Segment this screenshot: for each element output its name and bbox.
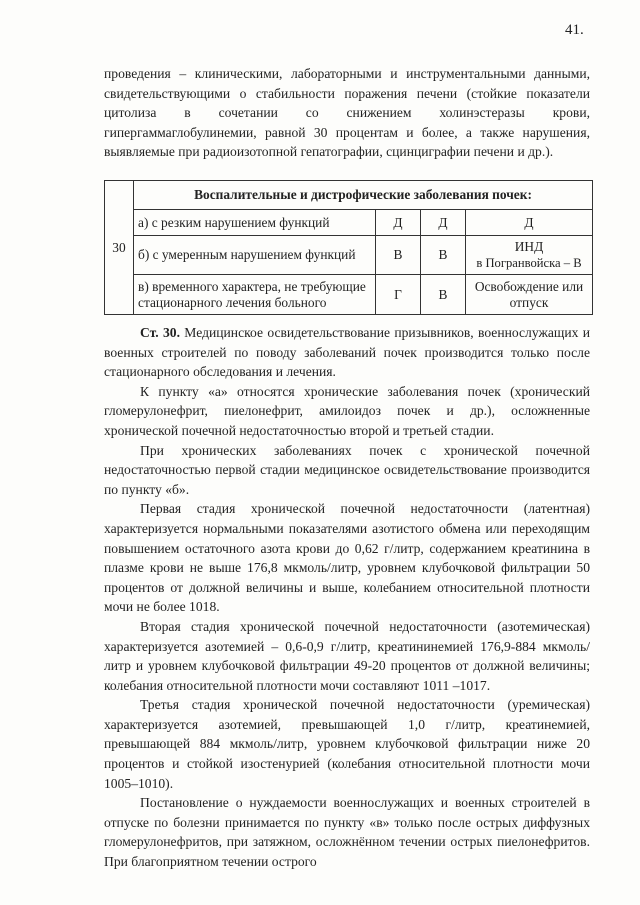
paragraph: Постановление о нуждаемости военнослужащих и военных строителей в отпуске по болезни принимается по пункту «в» только после острых диффузных гломерулонефритов, при затяжном, осложнённом течении острых пиелонефритов. При благоприятном течении острого <box>104 795 590 870</box>
category-cell <box>466 210 593 236</box>
intro-text <box>104 64 590 162</box>
table-row <box>105 275 593 315</box>
paragraph: К пункту «а» относятся хронические заболевания почек (хронический гломерулонефрит, пиелонефрит, амилоидоз почек и др.), осложненные хронической почечной недостаточностью второй и третьей стадии. <box>104 383 590 438</box>
table-row <box>105 236 593 275</box>
category-cell: Г <box>376 275 421 315</box>
article-text <box>104 323 590 872</box>
table-header-row <box>105 181 593 210</box>
category-cell: В <box>421 236 466 275</box>
page-number: 41. <box>565 22 584 38</box>
paragraph: Вторая стадия хронической почечной недостаточности (азотемическая) характеризуется азотемией – 0,6-0,9 г/литр, креатининемией 176,9-884 мкмоль/литр и уровнем клубочковой фильтрации 49-20 процентов от должной величины; колебания относительной плотности мочи составляют 1011 –1017. <box>104 618 590 693</box>
category-note: в Погранвойска – В <box>476 256 582 270</box>
category-note: отпуск <box>509 294 549 310</box>
category-cell: Д <box>421 210 466 236</box>
paragraph-text: Медицинское освидетельствование призывников, военнослужащих и военных строителей по поводу заболеваний почек производится только после стационарного обследования и лечения. <box>104 325 590 380</box>
table-header: Воспалительные и дистрофические заболевания почек: <box>134 181 593 210</box>
row-label: а) с резким нарушением функций <box>134 210 376 236</box>
row-label: б) с умеренным нарушением функций <box>134 236 376 275</box>
category-cell: В <box>376 236 421 275</box>
category-text: Д <box>524 214 534 230</box>
paragraph: Первая стадия хронической почечной недостаточности (латентная) характеризуется нормальными показателями азотистого обмена или переходящим повышением остаточного азота крови до 0,62 г/литр, содержанием креатинина в плазме крови не выше 176,8 мкмоль/литр, уровнем клубочковой фильтрации 50 процентов от должной величины и выше, колебанием относительной плотности мочи не более 1018. <box>104 501 590 615</box>
disease-table <box>104 180 593 315</box>
article-number: 30 <box>105 181 134 315</box>
category-text: Освобождение или <box>474 278 584 294</box>
intro-paragraph: проведения – клиническими, лабораторными и инструментальными данными, свидетельствующими о стабильности поражения печени (стойкие показатели цитолиза в сочетании со снижением холинэстеразы крови, гипергаммаглобулинемии, равной 30 процентам и более, а также нарушения, выявляемые при радиоизотопной гепатографии, сцинциграфии печени и др.). <box>104 66 590 160</box>
category-text: ИНД <box>514 239 544 254</box>
category-cell: Д <box>376 210 421 236</box>
paragraph: При хронических заболеваниях почек с хронической почечной недостаточностью первой стадии медицинское освидетельствование производится по пункту «б». <box>104 442 590 497</box>
article-heading: Ст. 30. <box>140 325 180 340</box>
category-cell <box>466 275 593 315</box>
row-label: в) временного характера, не требующие стационарного лечения больного <box>134 275 376 315</box>
category-cell: В <box>421 275 466 315</box>
category-cell <box>466 236 593 275</box>
table-row <box>105 210 593 236</box>
paragraph: Третья стадия хронической почечной недостаточности (уремическая) характеризуется азотемией, превышающей 1,0 г/литр, креатинемией, превышающей 884 мкмоль/литр, уровнем клубочковой фильтрации ниже 20 процентов и стойкой изостенурией (колебания относительной плотности мочи 1005–1010). <box>104 697 590 791</box>
paragraph <box>104 323 590 382</box>
